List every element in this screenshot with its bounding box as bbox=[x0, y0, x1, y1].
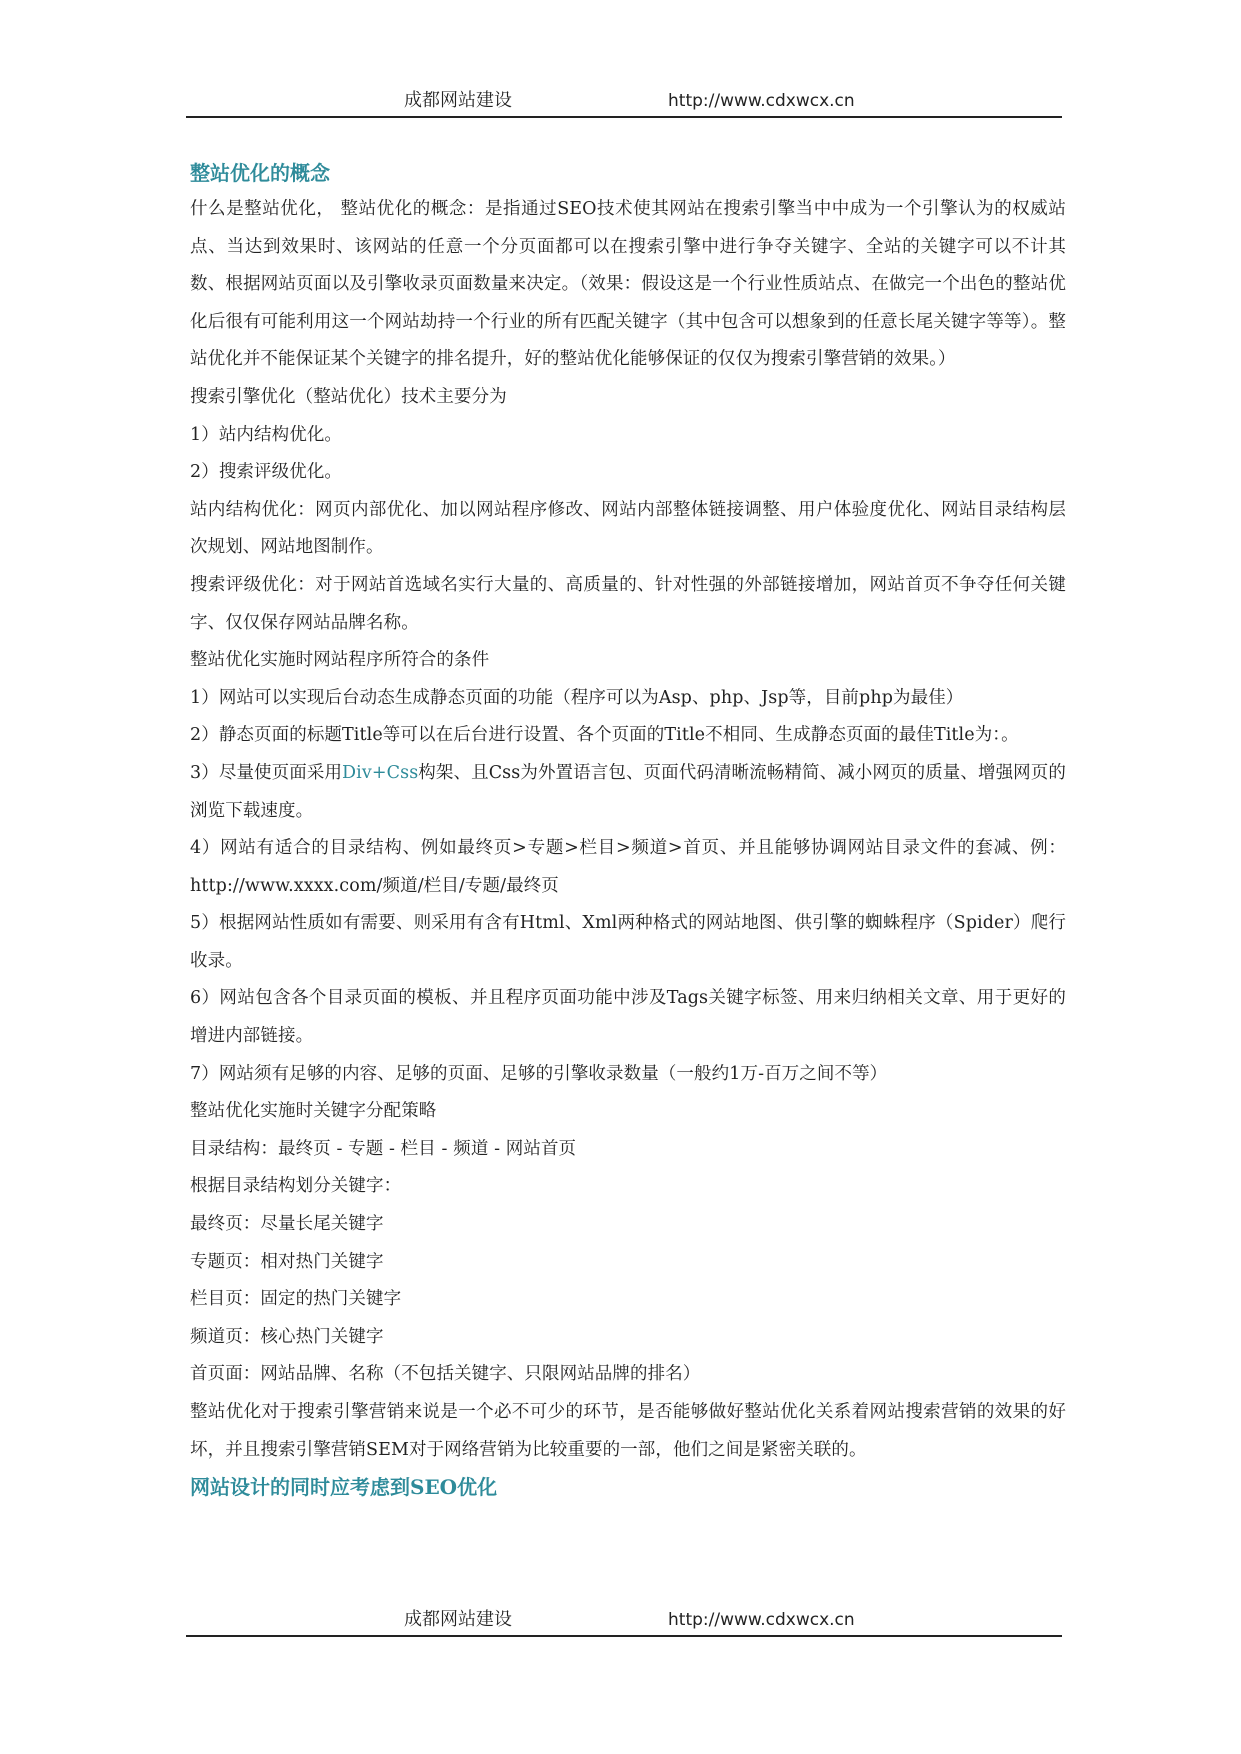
paragraph-rating: 搜索评级优化：对于网站首选域名实行大量的、高质量的、针对性强的外部链接增加，网站首页不争夺任何关键字、仅仅保存网站品牌名称。 bbox=[190, 574, 1066, 633]
cond-3-pre: 3）尽量使页面采用 bbox=[190, 762, 343, 783]
keyword-column-page: 栏目页：固定的热门关键字 bbox=[190, 1289, 402, 1310]
header-url: http://www.cdxwcx.cn bbox=[668, 91, 855, 111]
keyword-topic-page: 专题页：相对热门关键字 bbox=[190, 1251, 384, 1272]
list-item-cond-3 bbox=[190, 755, 1066, 830]
list-item-cond-2: 2）静态页面的标题Title等可以在后台进行设置、各个页面的Title不相同、生成静态页面的最佳Title为：。 bbox=[190, 725, 1019, 746]
section-title-concept: 整站优化的概念 bbox=[190, 161, 330, 185]
document-body bbox=[190, 155, 1066, 1505]
list-item-cond-4: 4）网站有适合的目录结构、例如最终页>专题>栏目>频道>首页、并且能够协调网站目录文件的套减、例：http://www.xxxx.com/频道/栏目/专题/最终页 bbox=[190, 838, 1066, 896]
header-site-name: 成都网站建设 bbox=[404, 90, 512, 111]
list-item-tech-1: 1）站内结构优化。 bbox=[190, 424, 343, 445]
list-item-cond-1: 1）网站可以实现后台动态生成静态页面的功能（程序可以为Asp、php、Jsp等，目前php为最佳） bbox=[190, 687, 964, 708]
paragraph-structure: 站内结构优化：网页内部优化、加以网站程序修改、网站内部整体链接调整、用户体验度优化、网站目录结构层次规划、网站地图制作。 bbox=[190, 499, 1066, 558]
footer-url: http://www.cdxwcx.cn bbox=[668, 1610, 855, 1630]
keyword-channel-page: 频道页：核心热门关键字 bbox=[190, 1326, 384, 1347]
list-item-tech-2: 2）搜索评级优化。 bbox=[190, 462, 343, 483]
paragraph-conclusion: 整站优化对于搜索引擎营销来说是一个必不可少的环节，是否能够做好整站优化关系着网站搜索营销的效果的好坏，并且搜索引擎营销SEM对于网络营销为比较重要的一部，他们之间是紧密关联的。 bbox=[190, 1402, 1066, 1460]
keyword-final-page: 最终页：尽量长尾关键字 bbox=[190, 1214, 384, 1235]
footer-site-name: 成都网站建设 bbox=[404, 1609, 512, 1630]
page-header bbox=[186, 88, 1062, 118]
divcss-link[interactable]: Div+Css bbox=[342, 762, 419, 783]
list-item-cond-5: 5）根据网站性质如有需要、则采用有含有Html、Xml两种格式的网站地图、供引擎的蜘蛛程序（Spider）爬行收录。 bbox=[190, 913, 1066, 971]
page-footer bbox=[186, 1607, 1062, 1637]
paragraph-conditions-title: 整站优化实施时网站程序所符合的条件 bbox=[190, 650, 490, 671]
paragraph-dir-structure: 目录结构：最终页 - 专题 - 栏目 - 频道 - 网站首页 bbox=[190, 1138, 577, 1159]
paragraph-strategy-title: 整站优化实施时关键字分配策略 bbox=[190, 1101, 437, 1122]
paragraph-by-structure: 根据目录结构划分关键字： bbox=[190, 1176, 402, 1197]
keyword-home-page: 首页面：网站品牌、名称（不包括关键字、只限网站品牌的排名） bbox=[190, 1364, 701, 1385]
paragraph-intro: 什么是整站优化， 整站优化的概念：是指通过SEO技术使其网站在搜索引擎当中中成为一个引擎认为的权威站点、当达到效果时、该网站的任意一个分页面都可以在搜索引擎中进行争夺关键字、全站的关键字可以不计其数、根据网站页面以及引擎收录页面数量来决定。（效果：假设这是一个行业性质站点、在做完一个出色的整站优化后很有可能利用这一个网站劫持一个行业的所有匹配关键字（其中包含可以想象到的任意长尾关键字等等）。整站优化并不能保证某个关键字的排名提升，好的整站优化能够保证的仅仅为搜索引擎营销的效果。） bbox=[190, 199, 1066, 370]
paragraph-tech-intro: 搜索引擎优化（整站优化）技术主要分为 bbox=[190, 386, 507, 407]
list-item-cond-6: 6）网站包含各个目录页面的模板、并且程序页面功能中涉及Tags关键字标签、用来归纳相关文章、用于更好的增进内部链接。 bbox=[190, 988, 1066, 1047]
list-item-cond-7: 7）网站须有足够的内容、足够的页面、足够的引擎收录数量（一般约1万-百万之间不等） bbox=[190, 1063, 888, 1084]
cond-3-post: 构架、且Css为外置语言包、页面代码清晰流畅精简、减小网页的质量、增强网页的浏览下载速度。 bbox=[190, 762, 1066, 821]
section-title-seo-design: 网站设计的同时应考虑到SEO优化 bbox=[190, 1475, 498, 1500]
